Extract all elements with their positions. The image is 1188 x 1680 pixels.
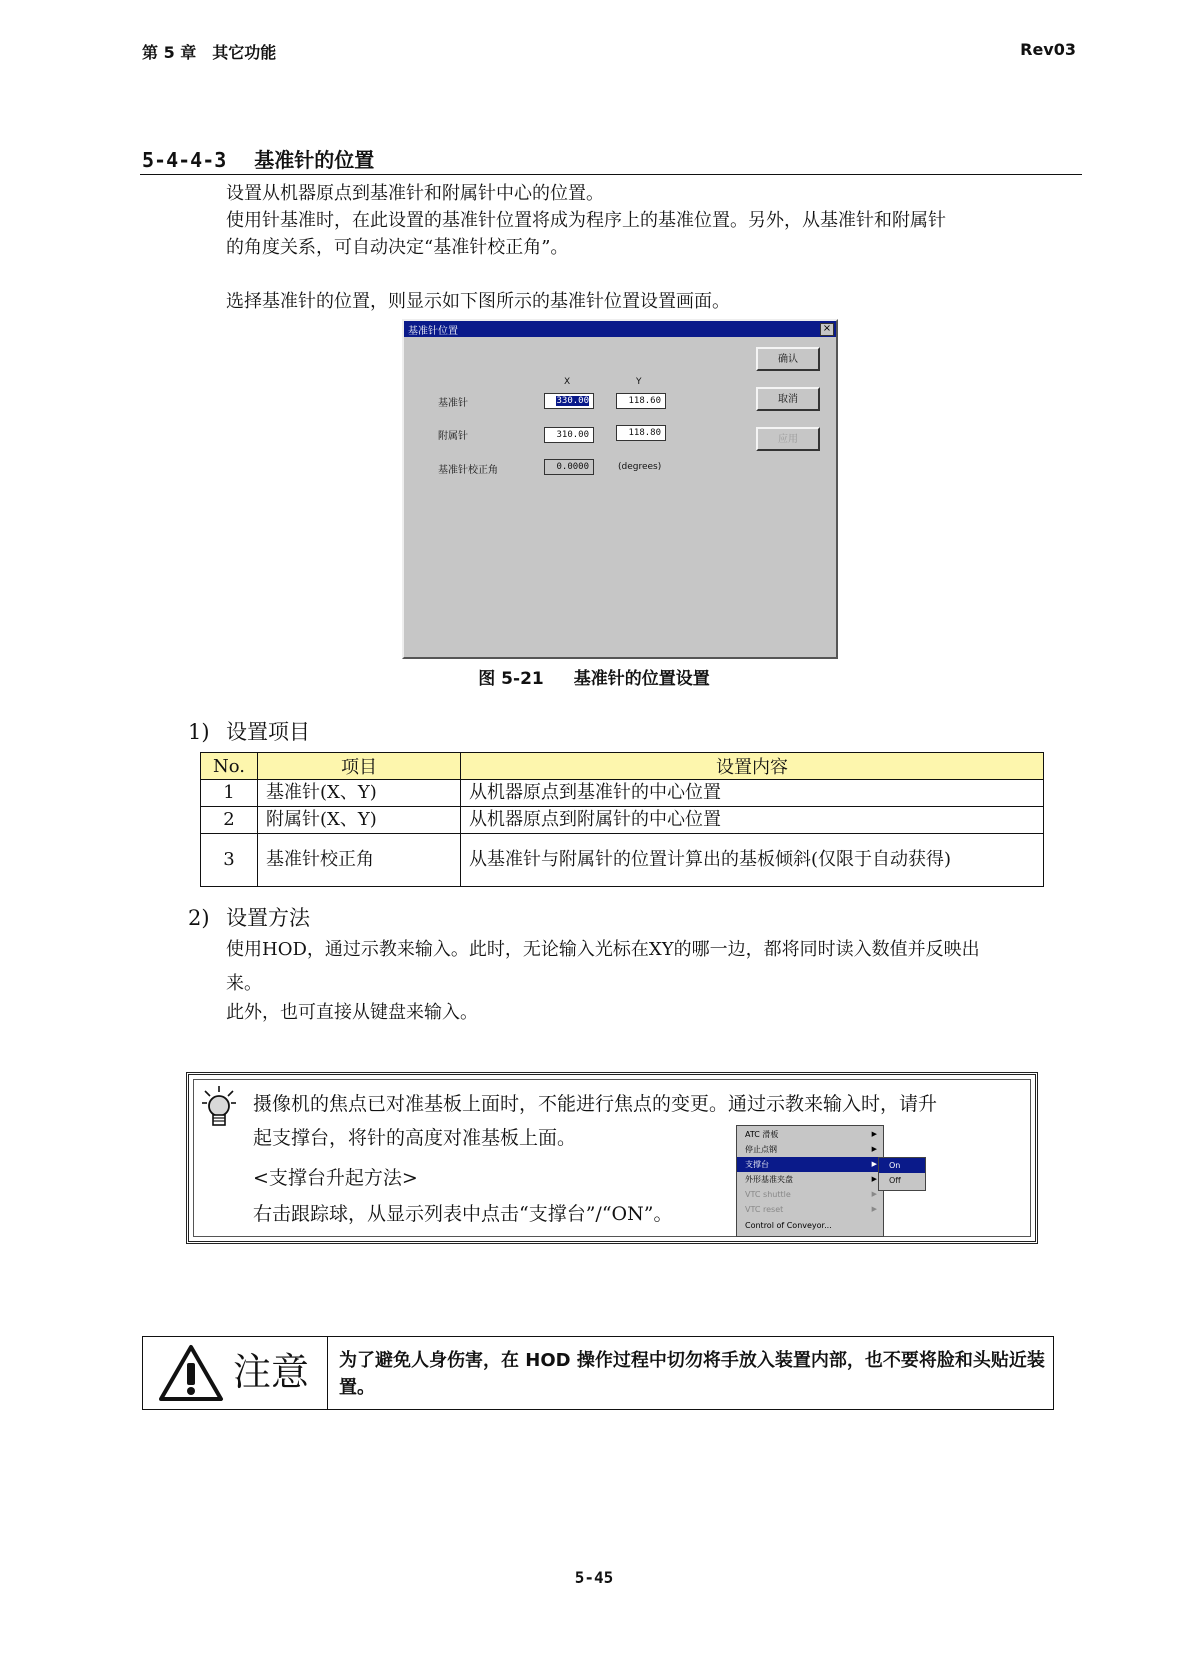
note-method-text: 右击跟踪球，从显示列表中点击“支撑台”/“ON”。 (253, 1203, 673, 1225)
menu-item-label: VTC shuttle (745, 1190, 791, 1199)
apply-button[interactable]: 应用 (756, 427, 820, 451)
note-line-1: 摄像机的焦点已对准基板上面时，不能进行焦点的变更。通过示教来输入时，请升 (253, 1093, 938, 1115)
chevron-right-icon: ▶ (871, 1160, 877, 1168)
ref-pin-x-input[interactable] (544, 393, 594, 409)
cell-content: 从机器原点到附属针的中心位置 (461, 807, 1044, 834)
section-title: 基准针的位置 (254, 148, 375, 172)
chevron-right-icon: ▶ (871, 1145, 877, 1153)
header-item: 项目 (258, 753, 461, 780)
section-rule (140, 174, 1082, 175)
dialog-titlebar (404, 321, 836, 337)
subsection-2-title: 设置方法 (226, 906, 310, 930)
reference-pin-dialog (402, 319, 838, 659)
menu-item-vtc-reset[interactable] (737, 1202, 883, 1217)
menu-item-label: 停止点钢 (745, 1145, 777, 1154)
column-x-label: X (564, 377, 571, 387)
page-number: 5-45 (574, 1568, 614, 1587)
ok-button[interactable]: 确认 (756, 347, 820, 371)
cell-content: 从机器原点到基准针的中心位置 (461, 780, 1044, 807)
caution-box (142, 1336, 1054, 1410)
chevron-right-icon: ▶ (871, 1175, 877, 1183)
cell-content: 从基准针与附属针的位置计算出的基板倾斜(仅限于自动获得) (461, 834, 1044, 887)
menu-item-label: 支撑台 (745, 1160, 769, 1169)
context-menu (736, 1125, 884, 1237)
chevron-right-icon: ▶ (871, 1205, 877, 1213)
menu-item-stop[interactable] (737, 1142, 883, 1157)
close-icon[interactable]: × (820, 323, 834, 336)
menu-item-atc-slide[interactable] (737, 1127, 883, 1142)
cell-no: 2 (201, 807, 258, 834)
cancel-button[interactable]: 取消 (756, 387, 820, 411)
ref-pin-x-value: 330.00 (556, 396, 589, 406)
menu-item-vtc-shuttle[interactable] (737, 1187, 883, 1202)
settings-table (200, 752, 1044, 887)
note-line-2: 起支撑台，将针的高度对准基板上面。 (253, 1127, 577, 1149)
section-number: 5-4-4-3 (142, 148, 227, 172)
menu-item-label: Control of Conveyor... (745, 1221, 832, 1230)
subsection-2-heading (188, 902, 310, 932)
submenu-item-off[interactable]: Off (889, 1176, 901, 1185)
subsection-1-num: 1) (188, 720, 210, 744)
section-heading (142, 144, 374, 173)
caution-label: 注意 (233, 1350, 310, 1394)
menu-item-outline-clamp[interactable] (737, 1172, 883, 1187)
figure-number: 图 5-21 (478, 669, 544, 689)
menu-item-conveyor[interactable] (737, 1218, 883, 1233)
menu-item-support-table[interactable] (737, 1157, 883, 1172)
subsection-2-num: 2) (188, 906, 210, 930)
dialog-title: 基准针位置 (408, 326, 458, 337)
chevron-right-icon: ▶ (871, 1130, 877, 1138)
subsection-1-title: 设置项目 (226, 720, 310, 744)
chapter-header: 第 5 章 其它功能 (142, 43, 277, 62)
angle-unit: (degrees) (618, 462, 662, 472)
method-line-2: 来。 (226, 973, 262, 994)
lightbulb-icon (201, 1085, 237, 1129)
cell-item: 基准针(X、Y) (258, 780, 461, 807)
warning-triangle-icon (157, 1343, 225, 1403)
header-content: 设置内容 (461, 753, 1044, 780)
method-line-3: 此外，也可直接从键盘来输入。 (226, 1002, 478, 1023)
cell-no: 3 (201, 834, 258, 887)
menu-item-label: VTC reset (745, 1205, 784, 1214)
cell-item: 附属针(X、Y) (258, 807, 461, 834)
header-no: No. (201, 753, 258, 780)
menu-item-label: 外形基准夹盘 (745, 1175, 793, 1184)
cell-item: 基准针校正角 (258, 834, 461, 887)
caution-text: 为了避免人身伤害，在 HOD 操作过程中切勿将手放入装置内部，也不要将脸和头贴近装置。 (339, 1350, 1045, 1398)
table-row (201, 807, 1044, 834)
cell-no: 1 (201, 780, 258, 807)
aux-pin-y-input[interactable]: 118.80 (616, 425, 666, 441)
figure-caption (0, 664, 1188, 689)
intro-line-1: 设置从机器原点到基准针和附属针中心的位置。 (226, 183, 604, 204)
table-header-row (201, 753, 1044, 780)
aux-pin-label: 附属针 (438, 431, 468, 442)
select-instruction: 选择基准针的位置，则显示如下图所示的基准针位置设置画面。 (226, 291, 730, 312)
table-row (201, 780, 1044, 807)
ref-pin-label: 基准针 (438, 398, 468, 409)
ref-pin-y-input[interactable]: 118.60 (616, 393, 666, 409)
revision-label: Rev03 (1020, 40, 1076, 59)
intro-line-2: 使用针基准时，在此设置的基准针位置将成为程序上的基准位置。另外，从基准针和附属针 (226, 210, 946, 231)
column-y-label: Y (636, 377, 642, 387)
subsection-1-heading (188, 716, 310, 746)
angle-value-field: 0.0000 (544, 459, 594, 475)
submenu-item-on[interactable]: On (879, 1158, 925, 1173)
note-method-title: <支撑台升起方法> (253, 1167, 418, 1189)
angle-label: 基准针校正角 (438, 465, 498, 476)
aux-pin-x-input[interactable]: 310.00 (544, 427, 594, 443)
intro-line-3: 的角度关系，可自动决定“基准针校正角”。 (226, 237, 569, 258)
chevron-right-icon: ▶ (871, 1190, 877, 1198)
method-line-1: 使用HOD，通过示教来输入。此时，无论输入光标在XY的哪一边，都将同时读入数值并反映出 (226, 939, 980, 960)
context-submenu (878, 1157, 926, 1191)
table-row (201, 834, 1044, 887)
caution-divider (327, 1337, 328, 1409)
menu-item-label: ATC 滑板 (745, 1130, 779, 1139)
figure-title: 基准针的位置设置 (573, 669, 710, 689)
